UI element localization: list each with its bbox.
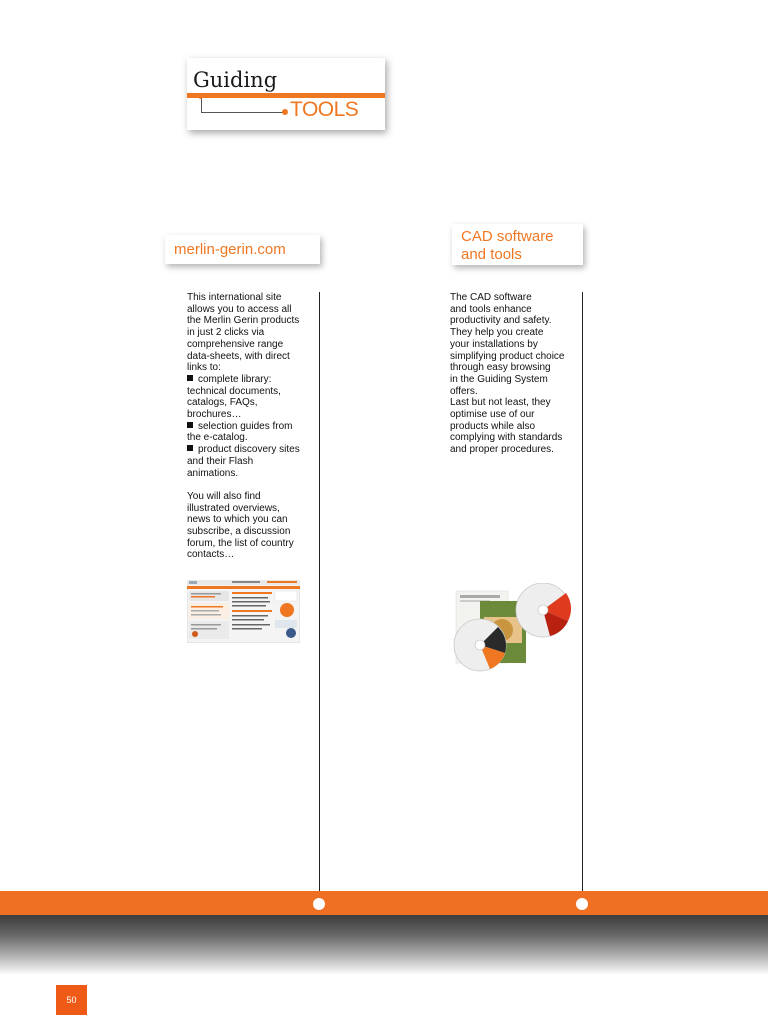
website-screenshot-thumbnail xyxy=(187,580,300,643)
left-column-text xyxy=(187,292,309,561)
guiding-tools-logo xyxy=(187,58,385,130)
heading-merlin-gerin xyxy=(165,235,320,264)
text-line: the e-catalog. xyxy=(187,432,248,444)
text-line: brochures… xyxy=(187,409,242,421)
text-line: subscribe, a discussion xyxy=(187,526,291,538)
logo-dot-start xyxy=(199,96,202,99)
text-line: and tools enhance xyxy=(450,303,532,315)
text-line: Last but not least, they xyxy=(450,397,551,409)
text-line: data-sheets, with direct xyxy=(187,350,290,362)
text-line: optimise use of our xyxy=(450,409,535,421)
text-line: catalogs, FAQs, xyxy=(187,397,258,409)
column-divider-line xyxy=(582,292,583,898)
text-line: complying with standards xyxy=(450,432,563,444)
text-line: your installations by xyxy=(450,338,538,350)
text-line: offers. xyxy=(450,385,478,397)
logo-dot-end xyxy=(282,109,288,115)
heading-cad-software xyxy=(452,224,583,265)
logo-connector-line xyxy=(201,98,284,113)
bullet-item: selection guides from xyxy=(187,421,309,433)
heading-cad-software-text: CAD software and tools xyxy=(461,228,554,263)
connector-node-dot xyxy=(313,898,325,910)
connector-node-dot xyxy=(576,898,588,910)
text-line: the Merlin Gerin products xyxy=(187,315,300,327)
right-column-text xyxy=(450,292,575,456)
text-line: contacts… xyxy=(187,549,235,561)
bullet-item: complete library: xyxy=(187,374,309,386)
text-line: through easy browsing xyxy=(450,362,551,374)
square-bullet-icon xyxy=(187,445,193,451)
text-line: animations. xyxy=(187,467,239,479)
text-line: They help you create xyxy=(450,327,544,339)
square-bullet-icon xyxy=(187,422,193,428)
text-line: and their Flash xyxy=(187,455,254,467)
text-line: and proper procedures. xyxy=(450,444,554,456)
cd-discs-image xyxy=(450,583,572,673)
square-bullet-icon xyxy=(187,375,193,381)
text-line: productivity and safety. xyxy=(450,315,552,327)
column-divider-line xyxy=(319,292,320,898)
text-line: news to which you can xyxy=(187,514,288,526)
logo-word-tools: TOOLS xyxy=(290,98,359,121)
text-line: The CAD software xyxy=(450,292,532,303)
text-line: links to: xyxy=(187,362,221,374)
text-line: in just 2 clicks via xyxy=(187,327,265,339)
text-line: forum, the list of country xyxy=(187,537,294,549)
text-line: products while also xyxy=(450,420,536,432)
footer-orange-band xyxy=(0,891,768,915)
page-number: 50 xyxy=(56,985,87,1015)
text-line: technical documents, xyxy=(187,385,281,397)
text-line: simplifying product choice xyxy=(450,350,565,362)
text-line: comprehensive range xyxy=(187,338,284,350)
text-line: in the Guiding System xyxy=(450,373,548,385)
text-line: allows you to access all xyxy=(187,303,292,315)
text-line: illustrated overviews, xyxy=(187,502,280,514)
text-line: You will also find xyxy=(187,490,261,502)
text-line: This international site xyxy=(187,292,282,303)
heading-merlin-gerin-text: merlin-gerin.com xyxy=(174,241,286,258)
bullet-item: product discovery sites xyxy=(187,444,309,456)
logo-word-guiding: Guiding xyxy=(193,68,278,92)
footer-grey-gradient xyxy=(0,915,768,975)
